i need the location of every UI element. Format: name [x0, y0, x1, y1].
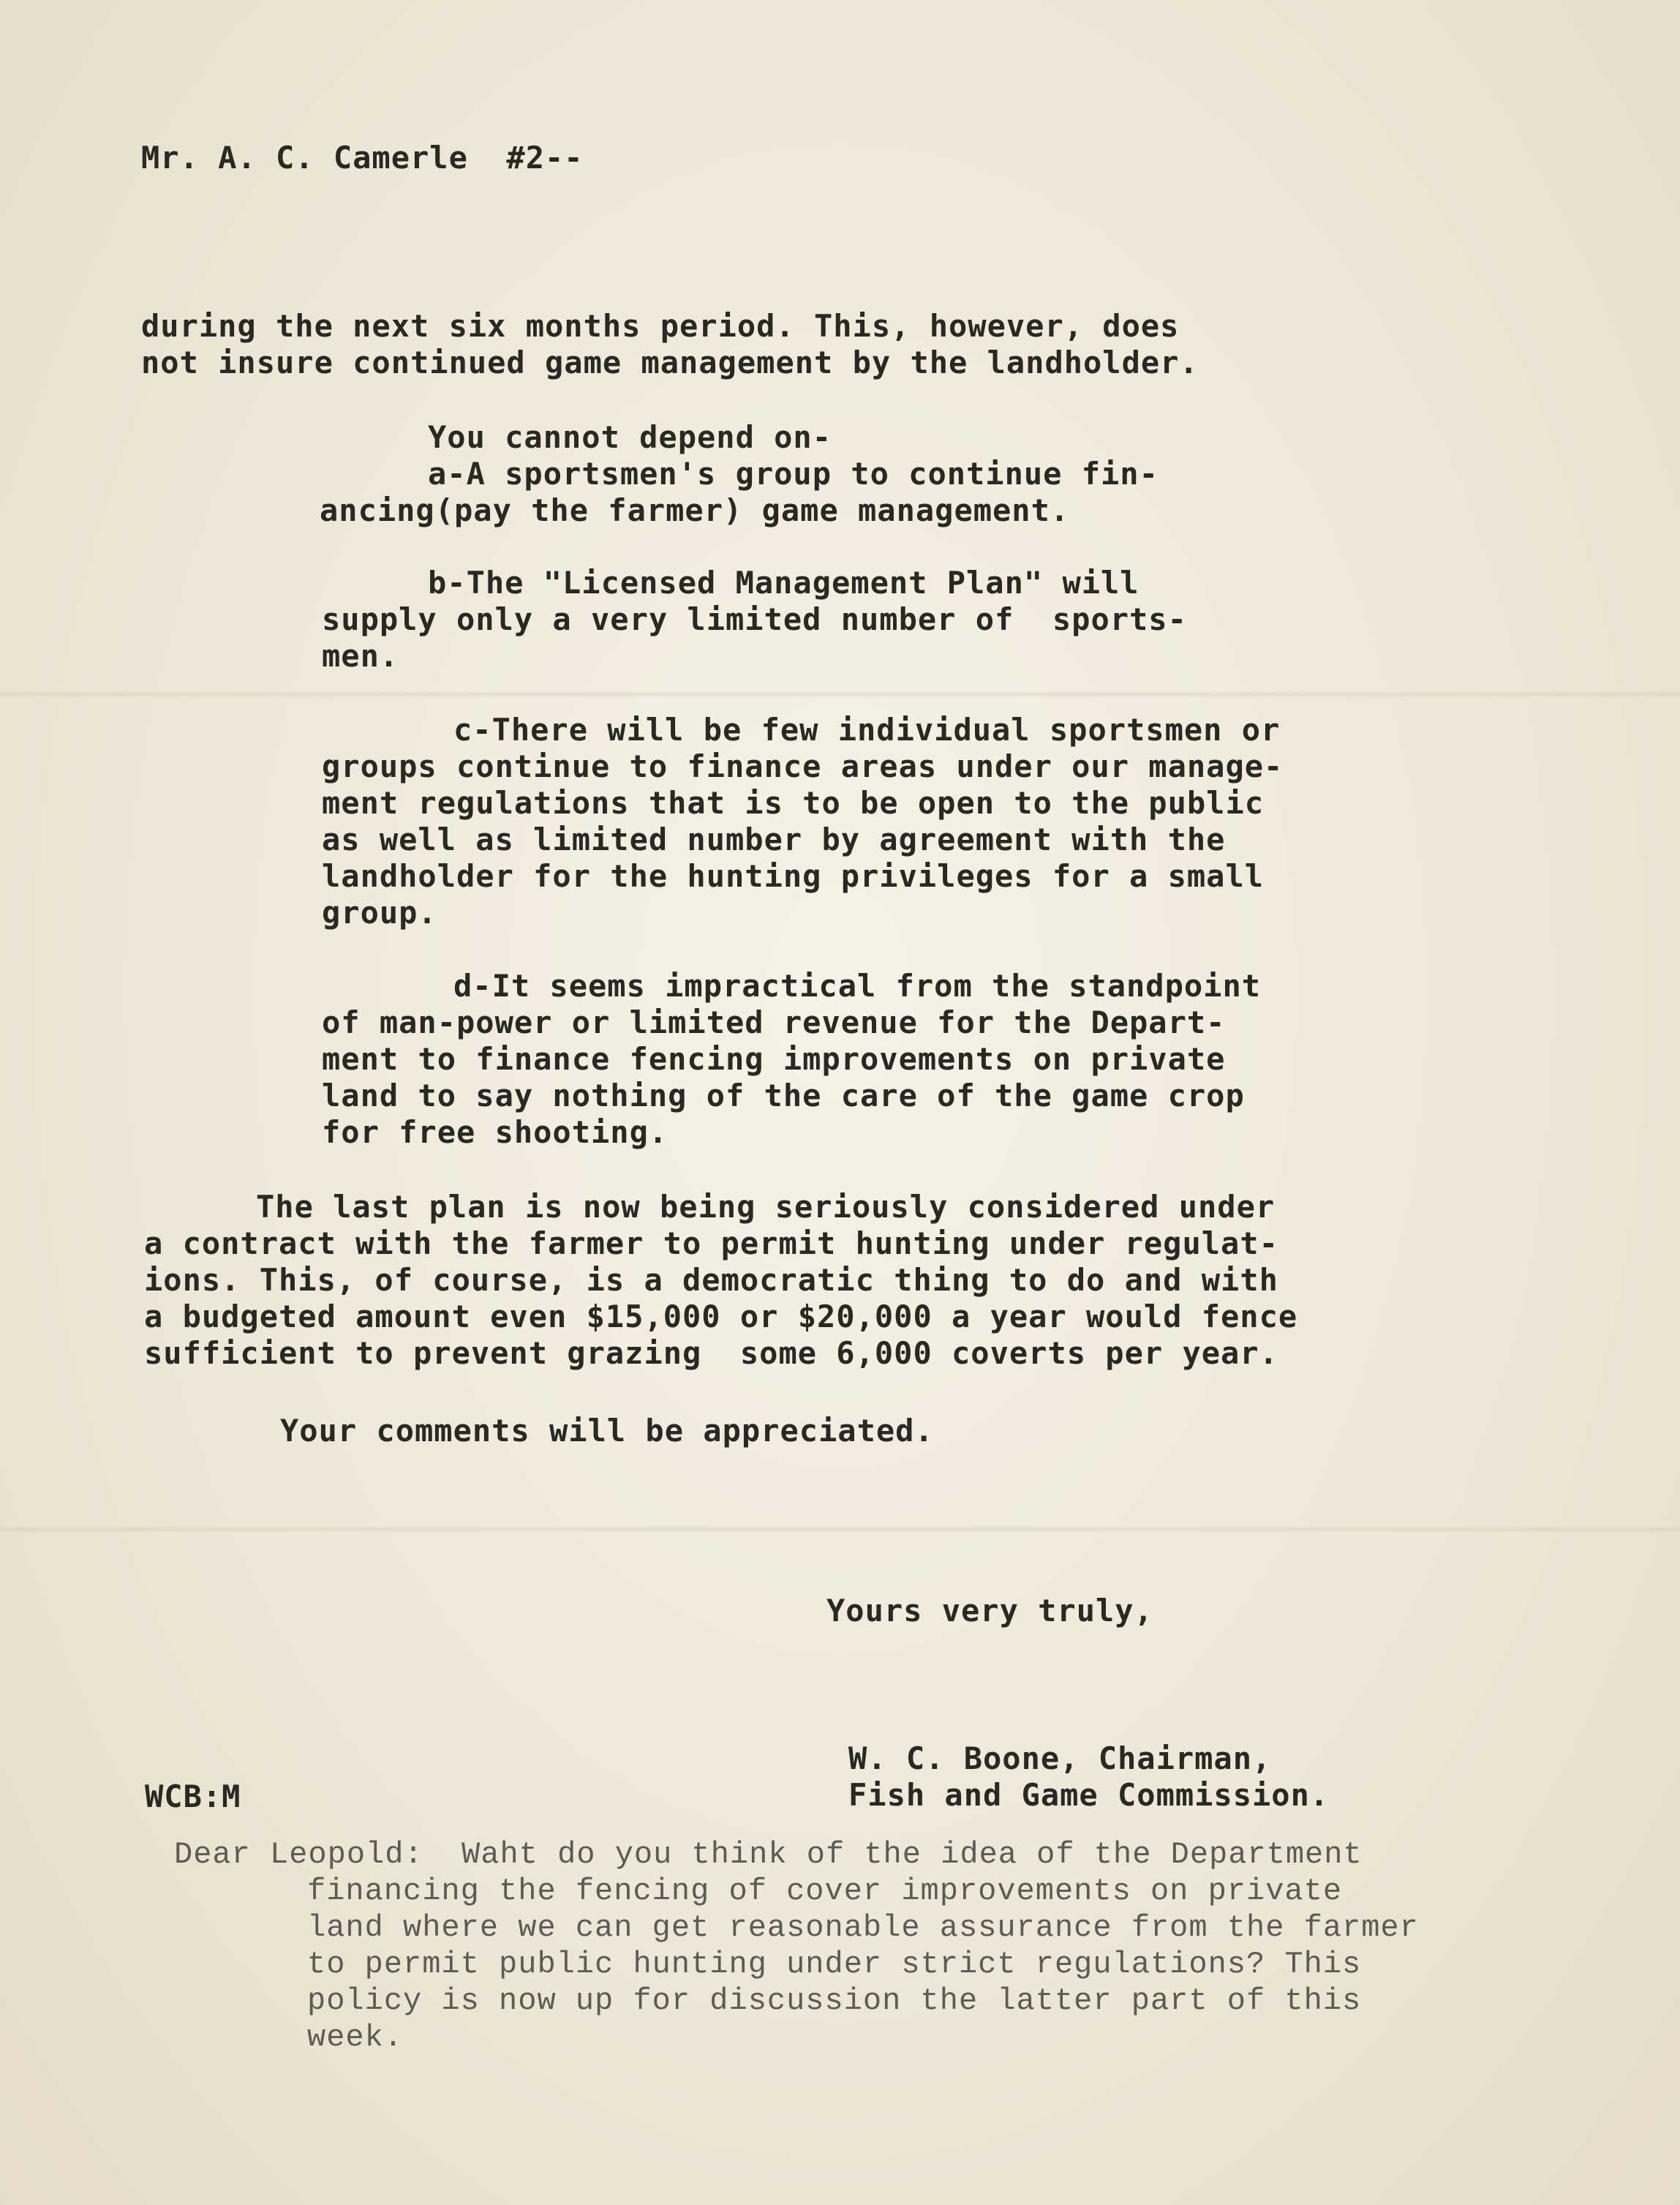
page-fold-upper: [0, 691, 1680, 698]
item-b-line-2: supply only a very limited number of sports-: [322, 601, 1187, 637]
annotation-line-1: Dear Leopold: Waht do you think of the idea of the Department: [174, 1837, 1363, 1872]
closing-paragraph-line-1: The last plan is now being seriously considered under: [256, 1189, 1276, 1225]
comments-line: Your comments will be appreciated.: [280, 1413, 934, 1449]
annotation-line-4: to permit public hunting under strict regulations? This: [307, 1947, 1362, 1982]
closing-paragraph-line-3: ions. This, of course, is a democratic thing to do and with: [144, 1262, 1278, 1298]
item-d-line-3: ment to finance fencing improvements on private: [322, 1041, 1226, 1077]
item-d-line-5: for free shooting.: [322, 1114, 668, 1150]
item-c-line-4: as well as limited number by agreement with the: [322, 822, 1226, 857]
annotation-line-3: land where we can get reasonable assurance from the farmer: [307, 1910, 1419, 1945]
annotation-line-5: policy is now up for discussion the latter part of this: [307, 1983, 1362, 2018]
item-a-line-2: ancing(pay the farmer) game management.: [320, 492, 1070, 528]
closing-paragraph-line-4: a budgeted amount even $15,000 or $20,000 a year would fence: [144, 1299, 1298, 1334]
item-b-line-1: b-The "Licensed Management Plan" will: [428, 565, 1140, 601]
typist-initials: WCB:M: [145, 1778, 241, 1814]
closing-paragraph-line-2: a contract with the farmer to permit hunting under regulat-: [144, 1225, 1278, 1261]
signature-line-2: Fish and Game Commission.: [848, 1777, 1330, 1813]
closing-paragraph-line-5: sufficient to prevent grazing some 6,000 coverts per year.: [144, 1335, 1278, 1371]
item-c-line-3: ment regulations that is to be open to the public: [322, 785, 1265, 821]
page-header: Mr. A. C. Camerle #2--: [141, 140, 584, 176]
item-d-line-4: land to say nothing of the care of the game crop: [322, 1078, 1245, 1113]
signature-line-1: W. C. Boone, Chairman,: [848, 1740, 1272, 1776]
page-fold-lower: [0, 1525, 1680, 1533]
complimentary-close: Yours very truly,: [826, 1593, 1153, 1629]
item-d-line-2: of man-power or limited revenue for the Depart-: [322, 1004, 1226, 1040]
opening-line-2: not insure continued game management by the landholder.: [141, 345, 1199, 380]
item-c-line-2: groups continue to finance areas under our manage-: [322, 748, 1284, 784]
item-d-line-1: d-It seems impractical from the standpoint: [453, 968, 1262, 1004]
item-c-line-5: landholder for the hunting privileges for a small: [322, 858, 1265, 894]
item-a-line-1: a-A sportsmen's group to continue fin-: [428, 456, 1159, 492]
item-b-line-3: men.: [322, 638, 399, 674]
item-c-line-1: c-There will be few individual sportsmen or: [453, 712, 1281, 748]
intro-line: You cannot depend on-: [428, 419, 832, 455]
item-c-line-6: group.: [322, 895, 437, 931]
annotation-line-6: week.: [307, 2020, 404, 2055]
annotation-line-2: financing the fencing of cover improvements on private: [307, 1874, 1343, 1909]
opening-line-1: during the next six months period. This, however, does: [141, 308, 1180, 344]
